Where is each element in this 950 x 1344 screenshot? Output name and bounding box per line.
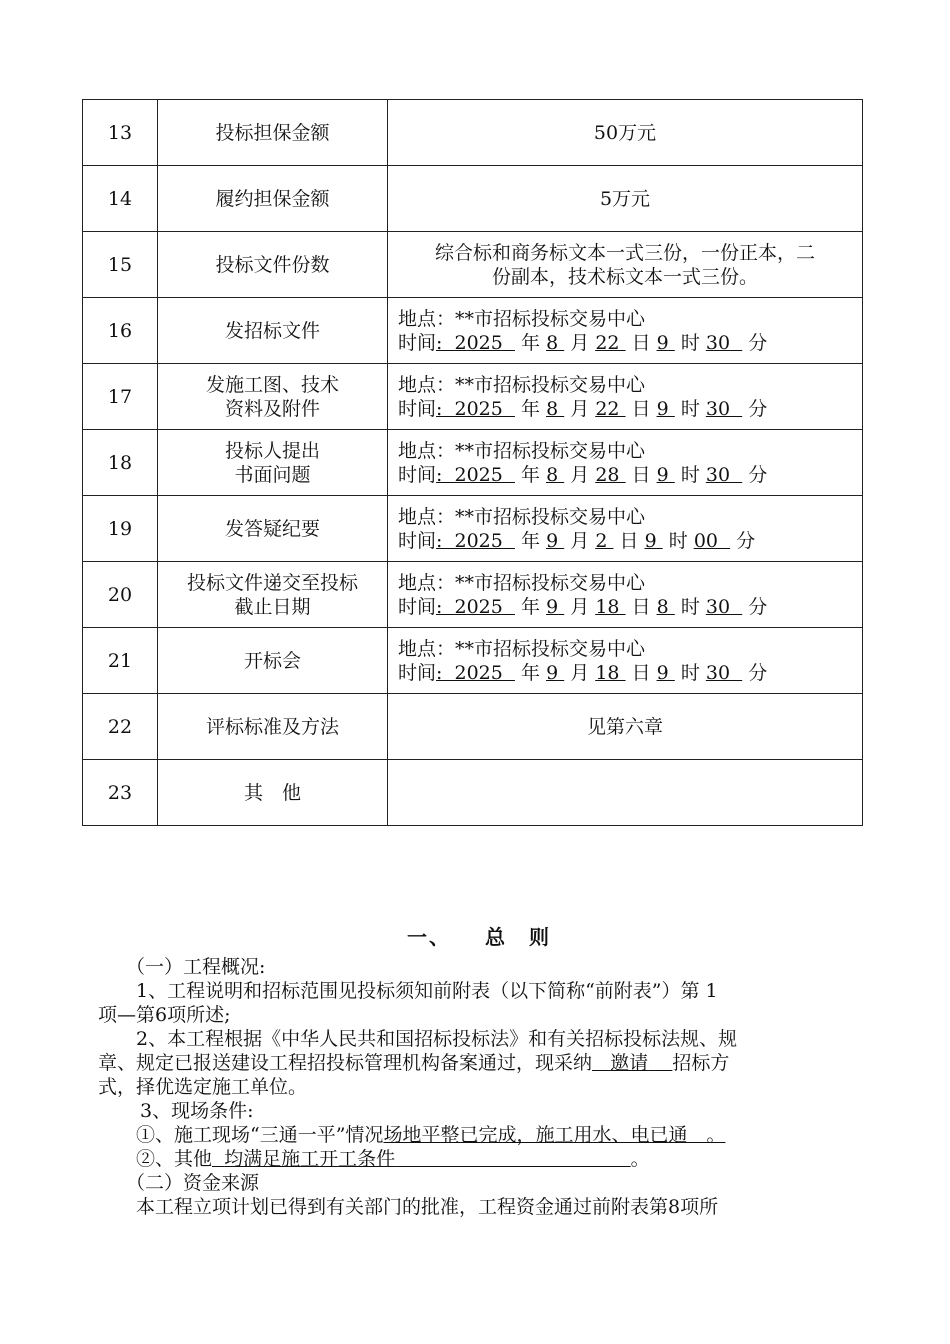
tender-method-value: 邀请	[610, 1052, 649, 1074]
time-unit: 日	[631, 331, 651, 354]
time-value: 30	[705, 331, 731, 354]
site-condition-2-text: 均满足施工开工条件	[224, 1148, 396, 1170]
time-unit: 日	[631, 661, 651, 684]
paragraph-2-line-2	[98, 1051, 860, 1075]
table-row	[83, 760, 863, 826]
time-line	[398, 595, 862, 619]
site-condition-1-label: ①、施工现场“三通一平”情况	[98, 1124, 384, 1146]
row-content	[388, 760, 863, 826]
row-number: 14	[83, 166, 158, 232]
time-value: 9	[656, 463, 669, 486]
time-field	[706, 398, 742, 420]
time-field	[595, 464, 625, 486]
time-unit: 年	[521, 595, 541, 618]
time-value: 8	[656, 595, 669, 618]
content-line: 份副本，技术标文本一式三份。	[491, 265, 758, 288]
time-field	[546, 464, 564, 486]
time-colon: :	[436, 661, 455, 684]
time-label: 时间	[398, 331, 437, 354]
row-item	[158, 760, 388, 826]
time-unit: 年	[521, 463, 541, 486]
row-item-line: 截止日期	[234, 595, 311, 618]
paragraph-2-text-tail: 招标方	[672, 1052, 730, 1074]
subheading-funding-source: （二）资金来源	[126, 1172, 260, 1194]
time-value: 30	[705, 595, 731, 618]
time-unit: 月	[570, 331, 590, 354]
time-field	[595, 398, 625, 420]
table-row	[83, 166, 863, 232]
time-field	[657, 464, 675, 486]
tender-method-field	[592, 1052, 672, 1074]
table-row	[83, 430, 863, 496]
row-item	[158, 562, 388, 628]
site-condition-2-value	[212, 1148, 631, 1170]
paragraph-1-line-1: 1、工程说明和招标范围见投标须知前附表（以下简称“前附表”）第 1	[98, 980, 718, 1002]
paragraph-2-line-1: 2、本工程根据《中华人民共和国招标投标法》和有关招标投标法规、规	[98, 1028, 738, 1050]
table-row	[83, 694, 863, 760]
time-unit: 年	[521, 529, 541, 552]
table-row	[83, 298, 863, 364]
site-condition-2	[98, 1147, 860, 1171]
time-unit: 年	[521, 397, 541, 420]
time-value: 2025	[454, 331, 503, 354]
time-field	[706, 464, 742, 486]
place-label: 地点：	[398, 571, 456, 594]
time-value: 9	[546, 529, 559, 552]
row-item-line: 发施工图、技术	[205, 373, 339, 396]
site-condition-1	[98, 1123, 860, 1147]
time-field	[657, 596, 675, 618]
time-value: 2025	[454, 397, 503, 420]
time-value: 9	[644, 529, 657, 552]
time-line	[398, 331, 862, 355]
row-item-line: 投标文件份数	[215, 253, 330, 276]
time-value: 18	[595, 661, 620, 684]
time-field	[455, 398, 515, 420]
general-provisions-section	[98, 925, 860, 1219]
row-item-line: 开标会	[243, 649, 301, 672]
time-line	[398, 661, 862, 685]
time-label: 时间	[398, 529, 437, 552]
time-label: 时间	[398, 463, 437, 486]
time-value: 8	[546, 463, 559, 486]
time-unit: 月	[570, 595, 590, 618]
site-condition-2-end: 。	[630, 1148, 650, 1170]
time-value: 9	[656, 661, 669, 684]
time-value: 30	[705, 463, 731, 486]
row-item	[158, 100, 388, 166]
time-unit: 月	[570, 397, 590, 420]
time-unit: 时	[680, 331, 700, 354]
subheading-project-overview: （一）工程概况:	[126, 956, 266, 978]
time-field	[546, 596, 564, 618]
section-heading: 一、 总 则	[407, 925, 551, 949]
row-item-line: 发招标文件	[224, 319, 320, 342]
time-unit: 分	[748, 331, 768, 354]
place-value: **市招标投标交易中心	[455, 307, 646, 330]
place-label: 地点：	[398, 307, 456, 330]
place-label: 地点：	[398, 373, 456, 396]
time-value: 8	[546, 397, 559, 420]
time-value: 2025	[454, 463, 503, 486]
time-value: 30	[705, 661, 731, 684]
time-unit: 日	[619, 529, 639, 552]
place-line	[398, 637, 862, 661]
time-field	[595, 596, 625, 618]
time-value: 9	[656, 331, 669, 354]
row-item-line: 投标文件递交至投标	[186, 571, 358, 594]
place-line	[398, 439, 862, 463]
paragraph-2-line-3: 式，择优选定施工单位。	[98, 1076, 308, 1098]
time-field	[595, 332, 625, 354]
row-content: 5万元	[388, 166, 863, 232]
time-unit: 分	[748, 661, 768, 684]
time-unit: 时	[680, 397, 700, 420]
time-unit: 分	[736, 529, 756, 552]
time-line	[398, 463, 862, 487]
place-value: **市招标投标交易中心	[455, 439, 646, 462]
row-number: 13	[83, 100, 158, 166]
time-field	[706, 662, 742, 684]
row-number: 18	[83, 430, 158, 496]
time-line	[398, 397, 862, 421]
time-value: 2025	[454, 661, 503, 684]
row-item-line: 其 他	[243, 781, 301, 804]
time-value: 2025	[454, 529, 503, 552]
place-value: **市招标投标交易中心	[455, 571, 646, 594]
time-value: 30	[705, 397, 731, 420]
paragraph-2-text: 章、规定已报送建设工程招投标管理机构备案通过，现采纳	[98, 1052, 593, 1074]
row-number: 20	[83, 562, 158, 628]
time-label: 时间	[398, 595, 437, 618]
row-content	[388, 628, 863, 694]
time-field	[455, 530, 515, 552]
place-value: **市招标投标交易中心	[455, 373, 646, 396]
row-item-line: 投标担保金额	[215, 121, 330, 144]
place-line	[398, 571, 862, 595]
time-colon: :	[436, 331, 455, 354]
time-field	[706, 596, 742, 618]
time-line	[398, 529, 862, 553]
row-content	[388, 562, 863, 628]
time-unit: 年	[521, 331, 541, 354]
row-number: 17	[83, 364, 158, 430]
row-item-line: 书面问题	[234, 463, 311, 486]
place-label: 地点：	[398, 505, 456, 528]
table-row	[83, 364, 863, 430]
time-value: 2025	[454, 595, 503, 618]
time-colon: :	[436, 595, 455, 618]
site-condition-1-value: 场地平整已完成，施工用水、电已通 。	[383, 1124, 726, 1146]
row-content: 见第六章	[388, 694, 863, 760]
time-field	[455, 464, 515, 486]
time-unit: 月	[570, 463, 590, 486]
time-unit: 分	[748, 463, 768, 486]
row-content: 50万元	[388, 100, 863, 166]
row-number: 19	[83, 496, 158, 562]
row-item	[158, 628, 388, 694]
time-unit: 日	[631, 595, 651, 618]
time-value: 28	[595, 463, 620, 486]
time-field	[455, 596, 515, 618]
row-item	[158, 232, 388, 298]
table-row	[83, 628, 863, 694]
row-item-line: 投标人提出	[224, 439, 320, 462]
time-unit: 时	[680, 595, 700, 618]
time-unit: 日	[631, 397, 651, 420]
bid-info-table	[82, 99, 863, 826]
row-number: 21	[83, 628, 158, 694]
time-value: 9	[546, 661, 559, 684]
row-content	[388, 496, 863, 562]
time-field	[595, 530, 613, 552]
time-unit: 月	[570, 661, 590, 684]
time-field	[657, 398, 675, 420]
paragraph-funding: 本工程立项计划已得到有关部门的批准，工程资金通过前附表第8项所	[98, 1196, 719, 1218]
time-unit: 时	[668, 529, 688, 552]
time-field	[645, 530, 663, 552]
time-label: 时间	[398, 397, 437, 420]
place-label: 地点：	[398, 439, 456, 462]
time-colon: :	[436, 529, 455, 552]
row-item	[158, 364, 388, 430]
site-condition-2-label: ②、其他	[98, 1148, 213, 1170]
row-number: 16	[83, 298, 158, 364]
time-value: 22	[595, 397, 620, 420]
row-number: 23	[83, 760, 158, 826]
row-number: 22	[83, 694, 158, 760]
table-row	[83, 562, 863, 628]
row-item	[158, 496, 388, 562]
time-field	[657, 662, 675, 684]
row-item	[158, 694, 388, 760]
time-unit: 日	[631, 463, 651, 486]
time-field	[694, 530, 730, 552]
row-item-line: 评标标准及方法	[205, 715, 339, 738]
row-item-line: 资料及附件	[224, 397, 320, 420]
row-content	[388, 298, 863, 364]
table-row	[83, 100, 863, 166]
time-field	[546, 530, 564, 552]
time-unit: 月	[570, 529, 590, 552]
row-item	[158, 298, 388, 364]
time-label: 时间	[398, 661, 437, 684]
time-value: 2	[595, 529, 608, 552]
row-content	[388, 364, 863, 430]
time-field	[657, 332, 675, 354]
time-field	[455, 662, 515, 684]
time-value: 9	[656, 397, 669, 420]
row-item	[158, 166, 388, 232]
place-line	[398, 505, 862, 529]
place-value: **市招标投标交易中心	[455, 637, 646, 660]
time-colon: :	[436, 463, 455, 486]
row-item-line: 履约担保金额	[215, 187, 330, 210]
time-value: 8	[546, 331, 559, 354]
row-item	[158, 430, 388, 496]
time-field	[455, 332, 515, 354]
place-value: **市招标投标交易中心	[455, 505, 646, 528]
place-line	[398, 307, 862, 331]
time-field	[546, 398, 564, 420]
time-field	[546, 332, 564, 354]
row-content	[388, 430, 863, 496]
time-unit: 时	[680, 661, 700, 684]
time-unit: 分	[748, 595, 768, 618]
time-unit: 年	[521, 661, 541, 684]
row-content	[388, 232, 863, 298]
time-value: 22	[595, 331, 620, 354]
place-label: 地点：	[398, 637, 456, 660]
row-item-line: 发答疑纪要	[224, 517, 320, 540]
time-unit: 时	[680, 463, 700, 486]
row-number: 15	[83, 232, 158, 298]
table-row	[83, 496, 863, 562]
time-field	[706, 332, 742, 354]
time-value: 9	[546, 595, 559, 618]
site-conditions-heading: 3、现场条件:	[102, 1100, 254, 1122]
time-colon: :	[436, 397, 455, 420]
content-line: 综合标和商务标文本一式三份，一份正本，二	[434, 241, 815, 264]
time-unit: 分	[748, 397, 768, 420]
time-field	[546, 662, 564, 684]
table-row	[83, 232, 863, 298]
time-value: 18	[595, 595, 620, 618]
paragraph-1-line-2: 项—第6项所述;	[98, 1004, 231, 1026]
place-line	[398, 373, 862, 397]
time-field	[595, 662, 625, 684]
time-value: 00	[693, 529, 718, 552]
